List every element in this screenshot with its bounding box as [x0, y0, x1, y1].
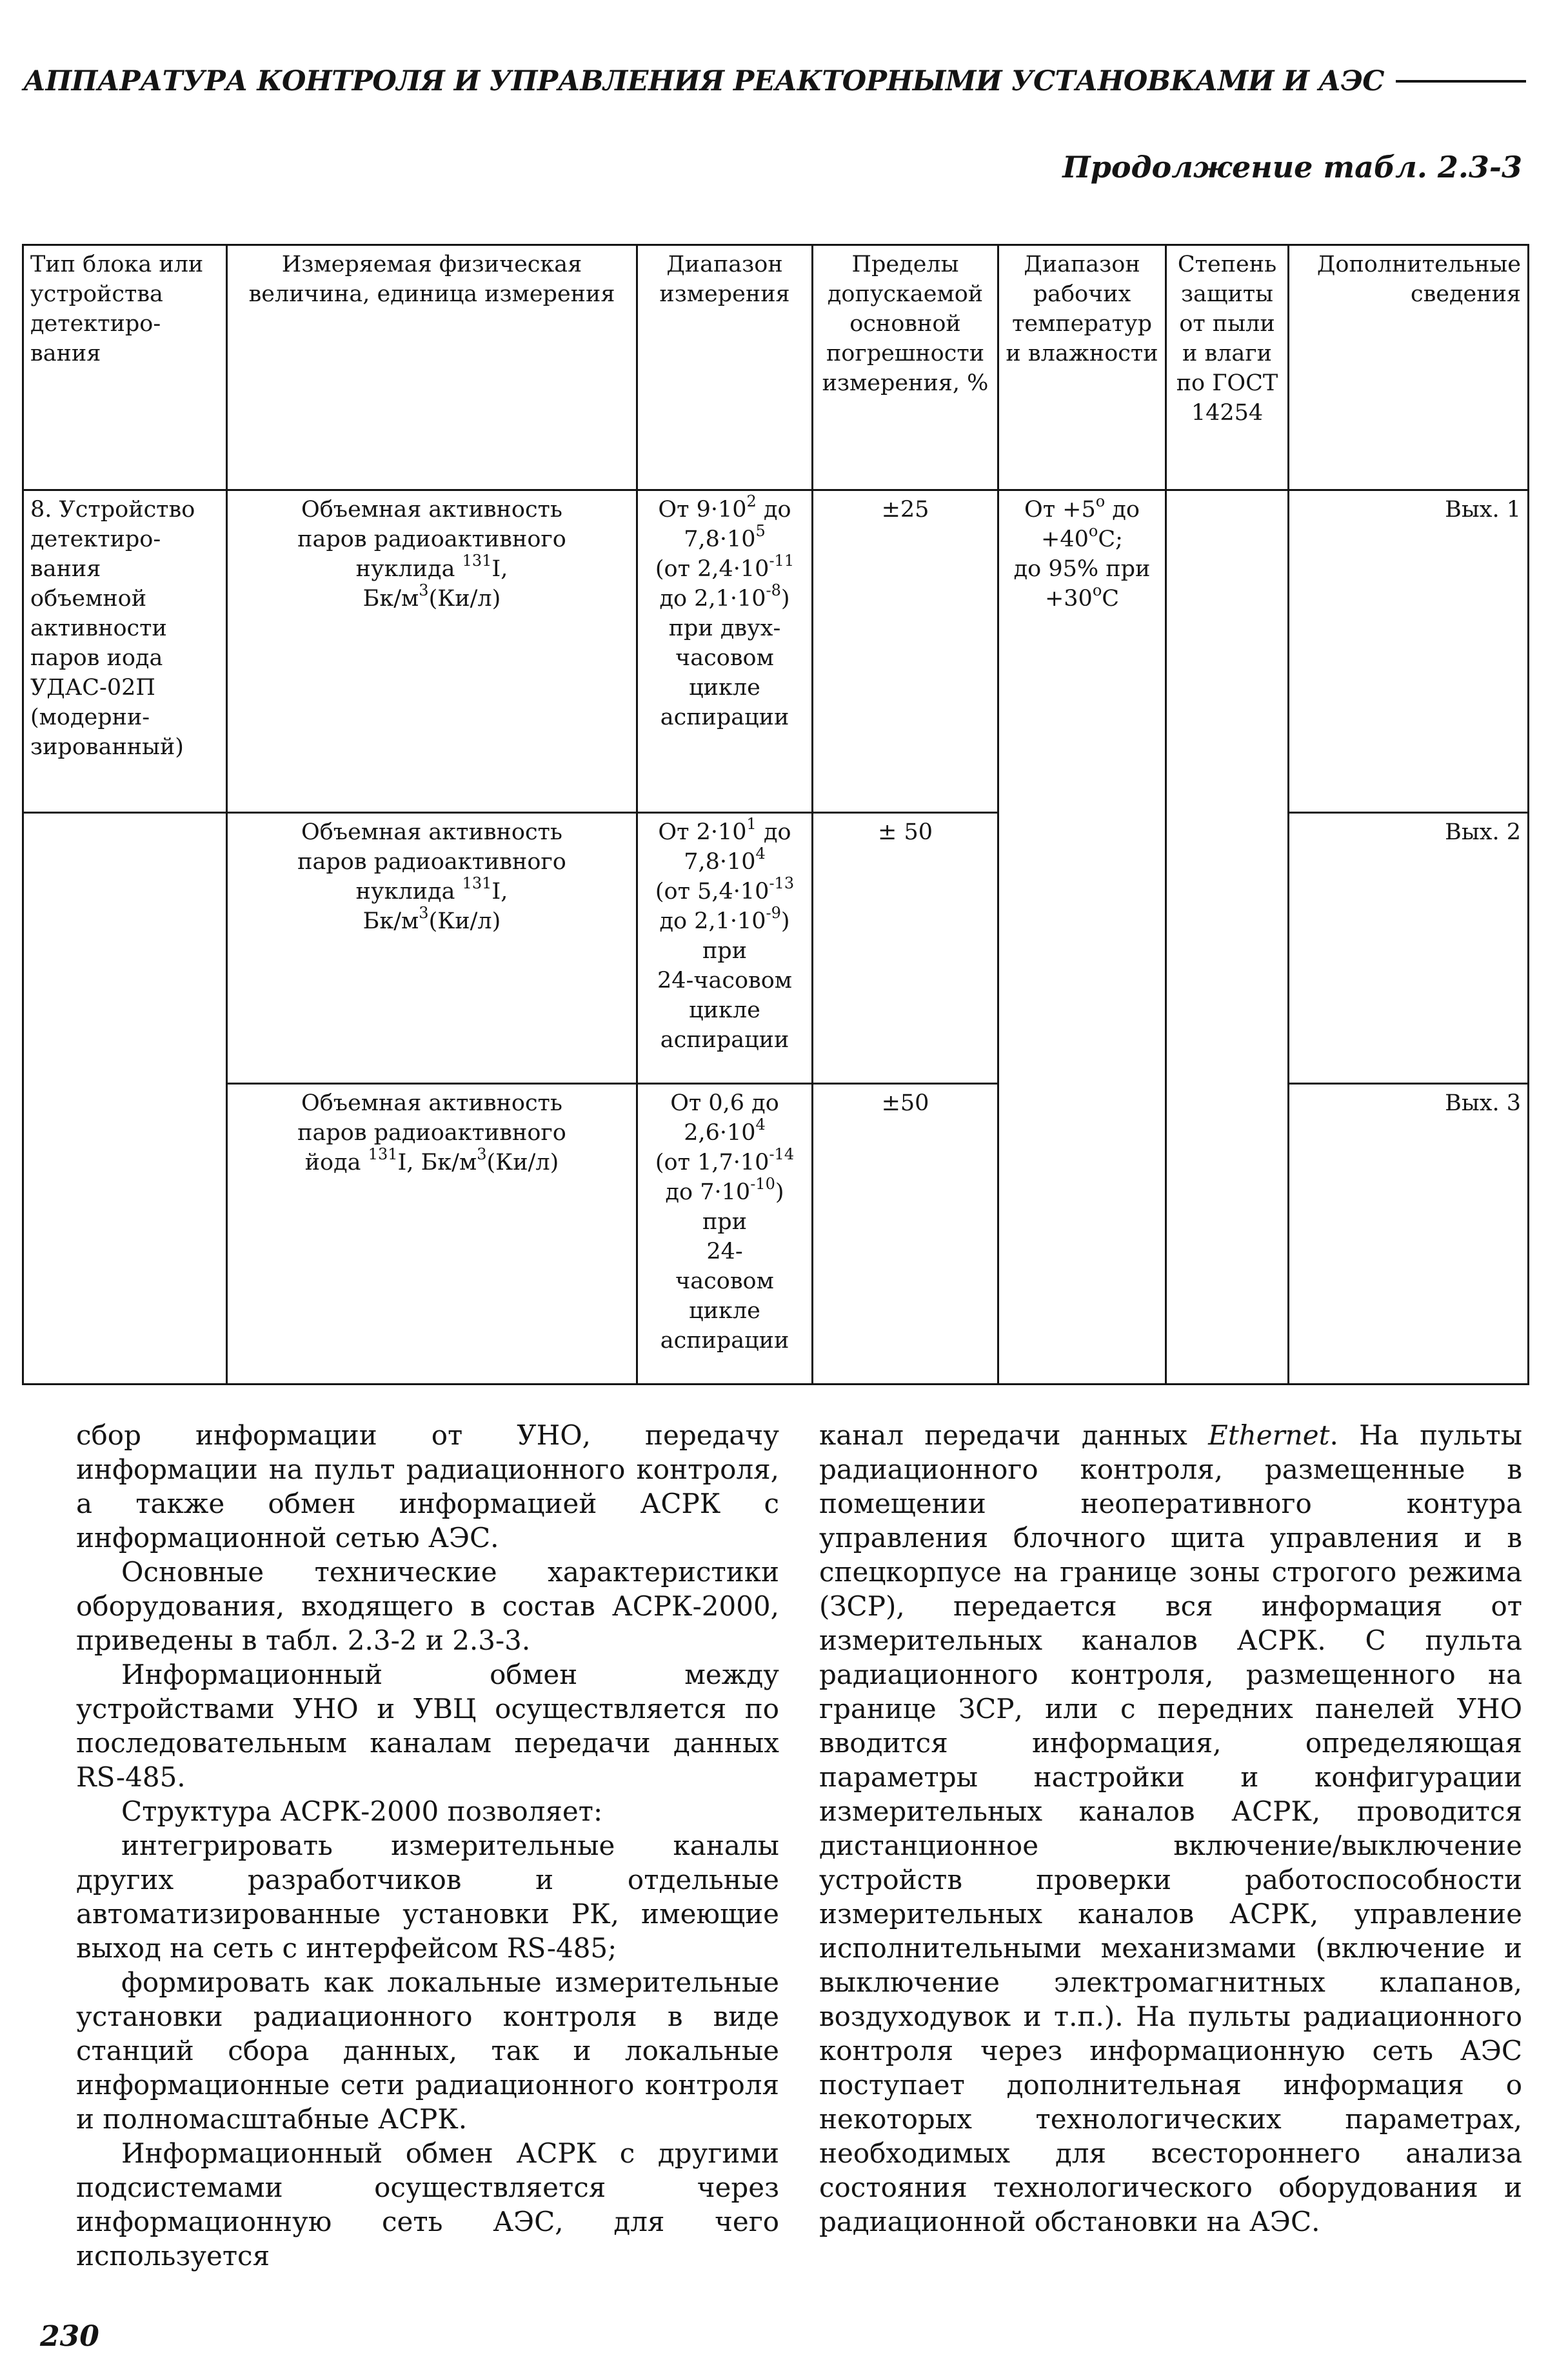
- range-line: $7,8\cdot 10^4$: [684, 845, 766, 875]
- paragraph: Основные технические характеристики оборудования, входящего в состав АСРК-2000, приведены в табл. 2.3-2 и 2.3-3.: [76, 1556, 779, 1656]
- device-cell: 8. Устройство детектиро-вания объемной активности паров иода УДАС-02П (модерни-зированный): [23, 490, 227, 813]
- running-header: [23, 62, 1526, 101]
- paragraph: интегрировать измерительные каналы других разработчиков и отдельные автоматизированные установки РК, имеющие выход на сеть с интерфейсом RS-485;: [76, 1830, 779, 1964]
- range-line: до $7\cdot 10^{-10}$): [665, 1175, 784, 1205]
- range-line: до $2,1\cdot 10^{-8}$): [659, 581, 790, 612]
- extra-cell: Вых. 2: [1289, 813, 1529, 1084]
- table-row: [23, 1084, 1529, 1385]
- range-line: часовом: [675, 645, 774, 671]
- table-row: [23, 490, 1529, 813]
- header-range: Диапазон измерения: [637, 245, 813, 490]
- quantity-line: $Бк/м^3(Ки/л)$: [362, 904, 501, 934]
- range-line: От $2\cdot 10^1$ до: [658, 815, 791, 845]
- range-line: $2,6\cdot 10^4$: [684, 1115, 766, 1146]
- range-line: цикле: [689, 997, 760, 1023]
- device-cell-empty: [23, 1084, 227, 1385]
- paragraph: Информационный обмен между устройствами УНО и УВЦ осуществляется по последовательным каналам передачи данных RS-485.: [76, 1659, 779, 1793]
- error-cell: ±50: [813, 1084, 998, 1385]
- range-line: цикле: [689, 675, 760, 701]
- paragraph: Информационный обмен АСРК с другими подсистемами осуществляется через информационную сеть АЭС, для чего используется: [76, 2137, 779, 2272]
- range-cell: [637, 1084, 813, 1385]
- header-type: Тип блока или устройства детектиро-вания: [23, 245, 227, 490]
- range-line: аспирации: [660, 1328, 789, 1354]
- header-rule: [1396, 80, 1526, 83]
- paragraph: формировать как локальные измерительные установки радиационного контроля в виде станций сбора данных, так и локальные информационные сети радиационного контроля и полномасштабные АСРК.: [76, 1966, 779, 2135]
- extra-cell: Вых. 3: [1289, 1084, 1529, 1385]
- paragraph: канал передачи данных Ethernet. На пульты радиационного контроля, размещенные в помещении неоперативного контура управления блочного щита управления и в спецкорпусе на границе зоны строгого режима (ЗСР), передается вся информация от измерительных каналов АСРК. С пульта радиационного контроля, размещенного на границе ЗСР, или с передних панелей УНО вводится информация, определяющая параметры настройки и конфигурации измерительных каналов АСРК, проводится дистанционное включение/выключение устройств проверки работоспособности измерительных каналов АСРК, управление исполнительными механизмами (включение и выключение электромагнитных клапанов, воздуходувок и т.п.). На пульты радиационного контроля через информационную сеть АЭС поступает дополнительная информация о некоторых технологических параметрах, необходимых для всестороннего анализа состояния технологического оборудования и радиационной обстановки на АЭС.: [819, 1419, 1522, 2237]
- header-extra: Дополнительные сведения: [1289, 245, 1529, 490]
- table-caption: Продолжение табл. 2.3-3: [1062, 150, 1522, 185]
- range-line: цикле: [689, 1298, 760, 1324]
- table-row: [23, 813, 1529, 1084]
- range-line: аспирации: [660, 1027, 789, 1053]
- quantity-line: Объемная активность: [301, 819, 562, 845]
- range-line: 24-: [706, 1239, 743, 1265]
- quantity-line: паров радиоактивного: [297, 849, 566, 875]
- range-line: 24-часовом: [657, 968, 793, 994]
- range-line: От 0,6 до: [670, 1090, 779, 1116]
- quantity-line: йода $^{131}$I, $Бк/м^3(Ки/л)$: [304, 1145, 559, 1175]
- temp-line: до 95% при: [1013, 556, 1151, 582]
- body-column-right: [819, 1418, 1522, 2239]
- range-line: при: [702, 1209, 748, 1235]
- error-cell: ± 50: [813, 813, 998, 1084]
- range-line: (от $5,4\cdot 10^{-13}$: [655, 874, 795, 905]
- range-line: (от $1,7\cdot 10^{-14}$: [655, 1145, 795, 1175]
- quantity-line: Объемная активность: [301, 1090, 562, 1116]
- body-column-left: [76, 1418, 779, 2273]
- specs-table: [22, 244, 1529, 1385]
- quantity-line: $Бк/м^3(Ки/л)$: [362, 581, 501, 612]
- quantity-line: нуклида $^{131}$I,: [355, 552, 508, 582]
- temp-line: $+30^оС$: [1044, 581, 1120, 612]
- range-cell: [637, 490, 813, 813]
- temp-range-cell: [998, 490, 1166, 1385]
- quantity-cell: [227, 813, 637, 1084]
- range-line: $7,8\cdot 10^5$: [684, 522, 766, 552]
- table-header-row: [23, 245, 1529, 490]
- device-cell-empty: [23, 813, 227, 1084]
- paragraph: сбор информации от УНО, передачу информации на пульт радиационного контроля, а также обмен информацией АСРК с информационной сетью АЭС.: [76, 1419, 779, 1554]
- header-temp: Диапазон рабочих температур и влажности: [998, 245, 1166, 490]
- extra-cell: Вых. 1: [1289, 490, 1529, 813]
- ethernet-term: Ethernet: [1208, 1419, 1330, 1451]
- temp-line: От $+5^о$ до: [1024, 492, 1140, 523]
- quantity-line: паров радиоактивного: [297, 1120, 566, 1146]
- range-line: От $9\cdot 10^2$ до: [658, 492, 791, 523]
- quantity-cell: [227, 1084, 637, 1385]
- range-line: до $2,1\cdot 10^{-9}$): [659, 904, 790, 934]
- range-cell: [637, 813, 813, 1084]
- running-header-title: АППАРАТУРА КОНТРОЛЯ И УПРАВЛЕНИЯ РЕАКТОРНЫМИ УСТАНОВКАМИ И АЭС: [23, 65, 1385, 97]
- page-number: 230: [40, 2320, 99, 2353]
- paragraph: Структура АСРК-2000 позволяет:: [121, 1795, 603, 1827]
- range-line: аспирации: [660, 705, 789, 730]
- range-line: (от $2,4\cdot 10^{-11}$: [655, 552, 795, 582]
- quantity-line: паров радиоактивного: [297, 526, 566, 552]
- quantity-cell: [227, 490, 637, 813]
- protection-cell: [1166, 490, 1289, 1385]
- header-quantity: Измеряемая физическая величина, единица измерения: [227, 245, 637, 490]
- range-line: часовом: [675, 1268, 774, 1294]
- header-protection: Степень защиты от пыли и влаги по ГОСТ 14254: [1166, 245, 1289, 490]
- quantity-line: Объемная активность: [301, 497, 562, 523]
- quantity-line: нуклида $^{131}$I,: [355, 874, 508, 905]
- header-error: Пределы допускаемой основной погрешности измерения, %: [813, 245, 998, 490]
- range-line: при: [702, 938, 748, 964]
- range-line: при двух-: [668, 615, 781, 641]
- temp-line: $+40^оС$;: [1041, 522, 1123, 552]
- error-cell: ±25: [813, 490, 998, 813]
